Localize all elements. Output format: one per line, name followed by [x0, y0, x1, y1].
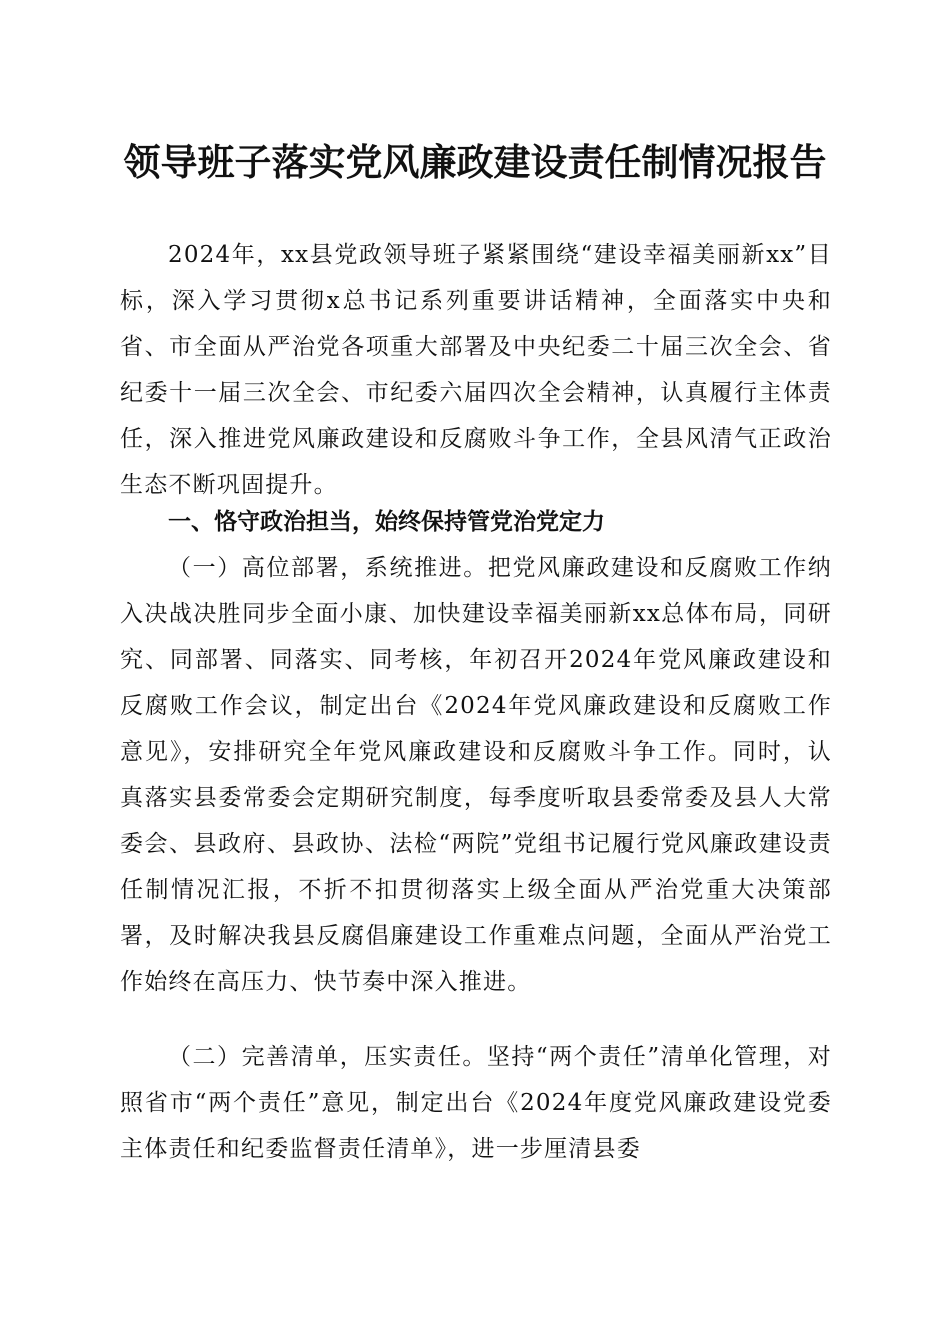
section-heading-1: 一、恪守政治担当，始终保持管党治党定力 [168, 509, 605, 535]
section1-item1-paragraph: （一）高位部署，系统推进。把党风廉政建设和反腐败工作纳入决战决胜同步全面小康、加快建设幸福美丽新xx总体布局，同研究、同部署、同落实、同考核，年初召开2024年党风廉政建设和反腐败工作会议，制定出台《2024年党风廉政建设和反腐败工作意见》，安排研究全年党风廉政建设和反腐败斗争工作。同时，认真落实县委常委会定期研究制度，每季度听取县委常委及县人大常委会、县政府、县政协、法检“两院”党组书记履行党风廉政建设责任制情况汇报，不折不扣贯彻落实上级全面从严治党重大决策部署，及时解决我县反腐倡廉建设工作重难点问题，全面从严治党工作始终在高压力、快节奏中深入推进。 [120, 555, 832, 995]
document-title: 领导班子落实党风廉政建设责任制情况报告 [123, 140, 827, 184]
section1-item2-paragraph: （二）完善清单，压实责任。坚持“两个责任”清单化管理，对照省市“两个责任”意见，制定出台《2024年度党风廉政建设党委主体责任和纪委监督责任清单》，进一步厘清县委 [120, 1044, 832, 1162]
intro-paragraph: 2024年，xx县党政领导班子紧紧围绕“建设幸福美丽新xx”目标，深入学习贯彻x总书记系列重要讲话精神，全面落实中央和省、市全面从严治党各项重大部署及中央纪委二十届三次全会、省纪委十一届三次全会、市纪委六届四次全会精神，认真履行主体责任，深入推进党风廉政建设和反腐败斗争工作，全县风清气正政治生态不断巩固提升。 [120, 242, 832, 498]
